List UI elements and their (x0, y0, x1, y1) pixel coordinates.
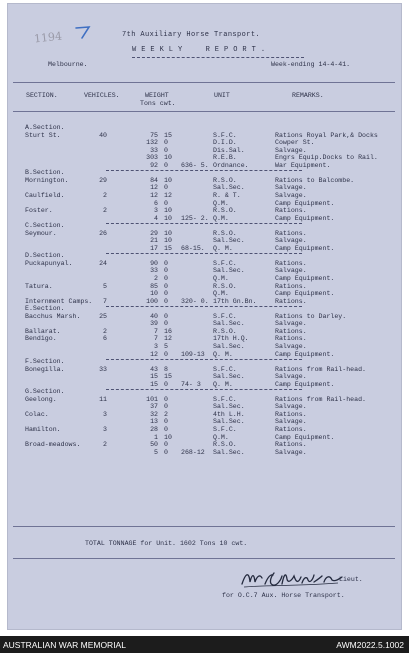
cell-tons: 101 (146, 395, 158, 403)
section-divider (106, 359, 302, 360)
cell-tons: 43 (150, 365, 158, 373)
cell-section: Mornington. (25, 176, 69, 184)
cell-remarks: Salvage. (275, 146, 307, 154)
cell-unit: Q. M. (213, 350, 233, 358)
cell-cwt: 0 (164, 418, 168, 426)
header-rule-bottom (13, 111, 395, 112)
signature-rank: Lieut. (339, 576, 363, 583)
cell-unit: R. & T. (213, 191, 241, 199)
cell-cwt: 0 (164, 380, 168, 388)
cell-section: Bendigo. (25, 335, 57, 343)
section-divider (106, 389, 302, 390)
col-header-section: SECTION. (26, 92, 58, 99)
cell-tons: 2 (154, 275, 158, 282)
cell-section: Bonegilla. (25, 365, 65, 373)
cell-unit: Sal.Sec. (213, 403, 245, 411)
section-divider (106, 306, 302, 307)
cell-tons: 12 (150, 184, 158, 192)
cell-cwt: 0 (164, 290, 168, 298)
cell-tons: 40 (150, 312, 158, 320)
cell-section: Tatura. (25, 282, 53, 290)
pencil-annotation: 1194 (33, 29, 63, 46)
cell-remarks: Rations. (275, 327, 307, 335)
cell-remarks: Rations. (275, 207, 307, 215)
cell-vehicles: 25 (99, 312, 107, 320)
cell-remarks: Engrs Equip.Docks to Rail. (275, 154, 378, 162)
cell-unit: R.S.O. (213, 327, 237, 335)
cell-tons: 13 (150, 418, 158, 426)
col-header-vehicles: VEHICLES. (84, 92, 120, 99)
cell-tons: 3 (154, 207, 158, 215)
total-rule-bottom (13, 558, 395, 559)
cell-remarks: Camp Equipment. (275, 350, 335, 358)
cell-tons: 15 (150, 380, 158, 388)
cell-tons: 4 (154, 214, 158, 222)
cell-remarks: Salvage. (275, 448, 307, 456)
cell-cwt: 0 (164, 282, 168, 290)
cell-unit: Sal.Sec. (213, 448, 245, 456)
cell-subtotal: 636- 5. (181, 161, 209, 169)
cell-subtotal: 125- 2. (181, 214, 209, 222)
cell-remarks: Camp Equipment. (275, 433, 335, 441)
cell-tons: 33 (150, 146, 158, 154)
cell-vehicles: 3 (103, 426, 107, 433)
section-divider (106, 223, 302, 224)
cell-tons: 85 (150, 282, 158, 290)
cell-vehicles: 33 (99, 365, 107, 373)
cell-tons: 1 (154, 433, 158, 441)
cell-unit: Dis.Sal. (213, 146, 245, 154)
cell-cwt: 0 (164, 184, 168, 192)
cell-tons: 84 (150, 176, 158, 184)
cell-unit: R.S.O. (213, 282, 237, 290)
cell-section: Colac. (25, 410, 49, 418)
cell-unit: Ordnance. (213, 161, 249, 169)
col-header-unit: UNIT (214, 92, 230, 99)
col-header-weight: WEIGHT (145, 92, 169, 99)
cell-cwt: 2 (164, 410, 168, 418)
cell-remarks: Rations. (275, 410, 307, 418)
cell-vehicles: 29 (99, 176, 107, 184)
cell-subtotal: 268-12 (181, 448, 205, 456)
cell-remarks: Rations. (275, 259, 307, 267)
cell-vehicles: 26 (99, 229, 107, 237)
cell-tons: 12 (150, 350, 158, 358)
cell-vehicles: 24 (99, 259, 107, 267)
cell-remarks: Rations. (275, 441, 307, 449)
cell-remarks: Salvage. (275, 403, 307, 411)
cell-tons: 92 (150, 161, 158, 169)
cell-unit: Q. M. (213, 380, 233, 388)
cell-cwt: 5 (164, 342, 168, 350)
cell-unit: S.F.C. (213, 365, 237, 373)
cell-vehicles: 11 (99, 395, 107, 403)
cell-unit: 17th H.Q. (213, 335, 249, 343)
cell-section: D.Section. (25, 252, 65, 260)
report-title: 7th Auxiliary Horse Transport. (122, 31, 261, 39)
cell-section: A.Section. (25, 124, 65, 131)
cell-remarks: Camp Equipment. (275, 214, 335, 222)
report-sheet (7, 3, 402, 630)
cell-tons: 7 (154, 335, 158, 343)
cell-unit: S.F.C. (213, 259, 237, 267)
cell-unit: S.F.C. (213, 312, 237, 320)
cell-cwt: 0 (164, 275, 168, 282)
cell-cwt: 0 (164, 448, 168, 456)
cell-remarks: Rations to Balcombe. (275, 176, 355, 184)
cell-tons: 303 (146, 154, 158, 162)
section-divider (106, 170, 302, 171)
cell-cwt: 0 (164, 146, 168, 154)
cell-vehicles: 5 (103, 282, 107, 290)
col-header-remarks: REMARKS. (292, 92, 324, 99)
cell-vehicles: 3 (103, 410, 107, 418)
cell-cwt: 0 (164, 161, 168, 169)
cell-cwt: 0 (164, 139, 168, 147)
total-tonnage: TOTAL TONNAGE for Unit. 1602 Tons 10 cwt. (85, 540, 248, 547)
cell-cwt: 15 (164, 131, 172, 139)
archive-footer-bar (0, 636, 409, 653)
cell-remarks: Rations from Rail-head. (275, 395, 367, 403)
cell-tons: 15 (150, 373, 158, 381)
cell-vehicles: 2 (103, 441, 107, 449)
signature-line: for O.C.7 Aux. Horse Transport. (222, 592, 345, 599)
cell-cwt: 12 (164, 191, 172, 199)
cell-remarks: Salvage. (275, 191, 307, 199)
cell-cwt: 0 (164, 350, 168, 358)
cell-tons: 50 (150, 441, 158, 449)
cell-cwt: 0 (164, 395, 168, 403)
total-rule-top (13, 526, 395, 527)
cell-section: Seymour. (25, 229, 57, 237)
cell-unit: Sal.Sec. (213, 267, 245, 275)
cell-remarks: Rations. (275, 282, 307, 290)
cell-subtotal: 68-15. (181, 244, 205, 252)
cell-cwt: 0 (164, 259, 168, 267)
cell-cwt: 0 (164, 320, 168, 328)
cell-cwt: 0 (164, 441, 168, 449)
cell-unit: Q. M. (213, 244, 233, 252)
cell-unit: Sal.Sec. (213, 373, 245, 381)
cell-cwt: 16 (164, 327, 172, 335)
cell-unit: 4th L.H. (213, 410, 245, 418)
cell-cwt: 12 (164, 335, 172, 343)
cell-tons: 29 (150, 229, 158, 237)
cell-section: Foster. (25, 207, 53, 215)
cell-tons: 10 (150, 290, 158, 298)
cell-section: Internment Camps. (25, 297, 93, 305)
cell-section: F.Section. (25, 358, 65, 366)
cell-cwt: 10 (164, 214, 172, 222)
header-rule-top (13, 82, 395, 83)
cell-tons: 28 (150, 426, 158, 433)
report-subtitle: W E E K L Y R E P O R T . (132, 46, 266, 54)
cell-remarks: Salvage. (275, 237, 307, 245)
cell-remarks: Salvage. (275, 373, 307, 381)
cell-unit: 17th Gn.Bn. (213, 297, 257, 305)
section-divider (106, 253, 302, 254)
cell-vehicles: 40 (99, 131, 107, 139)
cell-subtotal: 320- 0. (181, 297, 209, 305)
cell-cwt: 15 (164, 244, 172, 252)
cell-cwt: 0 (164, 312, 168, 320)
cell-cwt: 0 (164, 267, 168, 275)
cell-remarks: Camp Equipment. (275, 380, 335, 388)
cell-tons: 6 (154, 199, 158, 207)
cell-tons: 17 (150, 244, 158, 252)
cell-section: Caulfield. (25, 191, 65, 199)
cell-cwt: 10 (164, 176, 172, 184)
cell-section: E.Section. (25, 305, 65, 313)
cell-remarks: Salvage. (275, 320, 307, 328)
cell-section: Broad-meadows. (25, 441, 81, 449)
cell-tons: 37 (150, 403, 158, 411)
cell-remarks: Cowper St. (275, 139, 315, 147)
cell-unit: S.F.C. (213, 426, 237, 433)
cell-section: G.Section. (25, 388, 65, 396)
cell-section: Geelong. (25, 395, 57, 403)
footer-reference: AWM2022.5.1002 (336, 640, 404, 650)
cell-unit: R.S.O. (213, 229, 237, 237)
cell-cwt: 10 (164, 154, 172, 162)
cell-remarks: Rations. (275, 229, 307, 237)
cell-unit: R.S.O. (213, 176, 237, 184)
cell-tons: 3 (154, 342, 158, 350)
cell-cwt: 15 (164, 373, 172, 381)
cell-unit: Q.M. (213, 275, 229, 282)
cell-cwt: 0 (164, 297, 168, 305)
cell-unit: Q.M. (213, 290, 229, 298)
cell-vehicles: 2 (103, 327, 107, 335)
week-ending: Week-ending 14-4-41. (271, 61, 351, 68)
cell-tons: 7 (154, 327, 158, 335)
cell-unit: D.I.D. (213, 139, 237, 147)
cell-remarks: Rations. (275, 335, 307, 343)
cell-unit: Sal.Sec. (213, 184, 245, 192)
cell-remarks: Camp Equipment. (275, 290, 335, 298)
cell-section: B.Section. (25, 169, 65, 177)
cell-unit: Sal.Sec. (213, 418, 245, 426)
cell-remarks: Camp Equipment. (275, 199, 335, 207)
cell-cwt: 10 (164, 433, 172, 441)
cell-unit: R.E.B. (213, 154, 237, 162)
blue-pencil-mark (74, 25, 92, 39)
cell-unit: Q.M. (213, 214, 229, 222)
cell-unit: R.S.O. (213, 207, 237, 215)
cell-tons: 32 (150, 410, 158, 418)
cell-tons: 90 (150, 259, 158, 267)
cell-unit: R.S.O. (213, 441, 237, 449)
cell-tons: 12 (150, 191, 158, 199)
cell-remarks: Salvage. (275, 418, 307, 426)
cell-tons: 75 (150, 131, 158, 139)
cell-vehicles: 2 (103, 191, 107, 199)
cell-unit: Q.M. (213, 199, 229, 207)
cell-remarks: Rations. (275, 426, 307, 433)
cell-section: Hamilton. (25, 426, 61, 433)
cell-remarks: Salvage. (275, 184, 307, 192)
cell-vehicles: 6 (103, 335, 107, 343)
location: Melbourne. (48, 61, 88, 68)
cell-cwt: 0 (164, 426, 168, 433)
cell-unit: Q.M. (213, 433, 229, 441)
cell-remarks: Rations Royal Park,& Docks (275, 131, 378, 139)
cell-section: Sturt St. (25, 131, 61, 139)
cell-remarks: Salvage. (275, 267, 307, 275)
cell-cwt: 8 (164, 365, 168, 373)
cell-section: Bacchus Marsh. (25, 312, 81, 320)
cell-remarks: Camp Equipment. (275, 244, 335, 252)
cell-remarks: Camp Equipment. (275, 275, 335, 282)
footer-institution: AUSTRALIAN WAR MEMORIAL (3, 640, 126, 650)
cell-tons: 132 (146, 139, 158, 147)
cell-tons: 21 (150, 237, 158, 245)
cell-section: Puckapunyal. (25, 259, 73, 267)
cell-remarks: Salvage. (275, 342, 307, 350)
cell-remarks: Rations. (275, 297, 307, 305)
cell-subtotal: 109-13 (181, 350, 205, 358)
cell-vehicles: 2 (103, 207, 107, 215)
cell-cwt: 0 (164, 199, 168, 207)
cell-tons: 5 (154, 448, 158, 456)
cell-tons: 100 (146, 297, 158, 305)
cell-cwt: 10 (164, 207, 172, 215)
cell-remarks: Rations to Darley. (275, 312, 347, 320)
cell-tons: 39 (150, 320, 158, 328)
title-underline (132, 57, 304, 58)
cell-section: Ballarat. (25, 327, 61, 335)
cell-cwt: 0 (164, 403, 168, 411)
cell-cwt: 10 (164, 229, 172, 237)
col-header-weight-units: Tons cwt. (140, 100, 176, 107)
cell-unit: Sal.Sec. (213, 320, 245, 328)
cell-subtotal: 74- 3 (181, 380, 201, 388)
cell-vehicles: 7 (103, 297, 107, 305)
handwritten-signature (240, 570, 344, 590)
cell-section: C.Section. (25, 222, 65, 230)
cell-remarks: War Equipment. (275, 161, 331, 169)
cell-tons: 33 (150, 267, 158, 275)
cell-cwt: 10 (164, 237, 172, 245)
cell-unit: Sal.Sec. (213, 342, 245, 350)
cell-unit: Sal.Sec. (213, 237, 245, 245)
cell-unit: S.F.C. (213, 395, 237, 403)
cell-unit: S.F.C. (213, 131, 237, 139)
cell-remarks: Rations from Rail-head. (275, 365, 367, 373)
